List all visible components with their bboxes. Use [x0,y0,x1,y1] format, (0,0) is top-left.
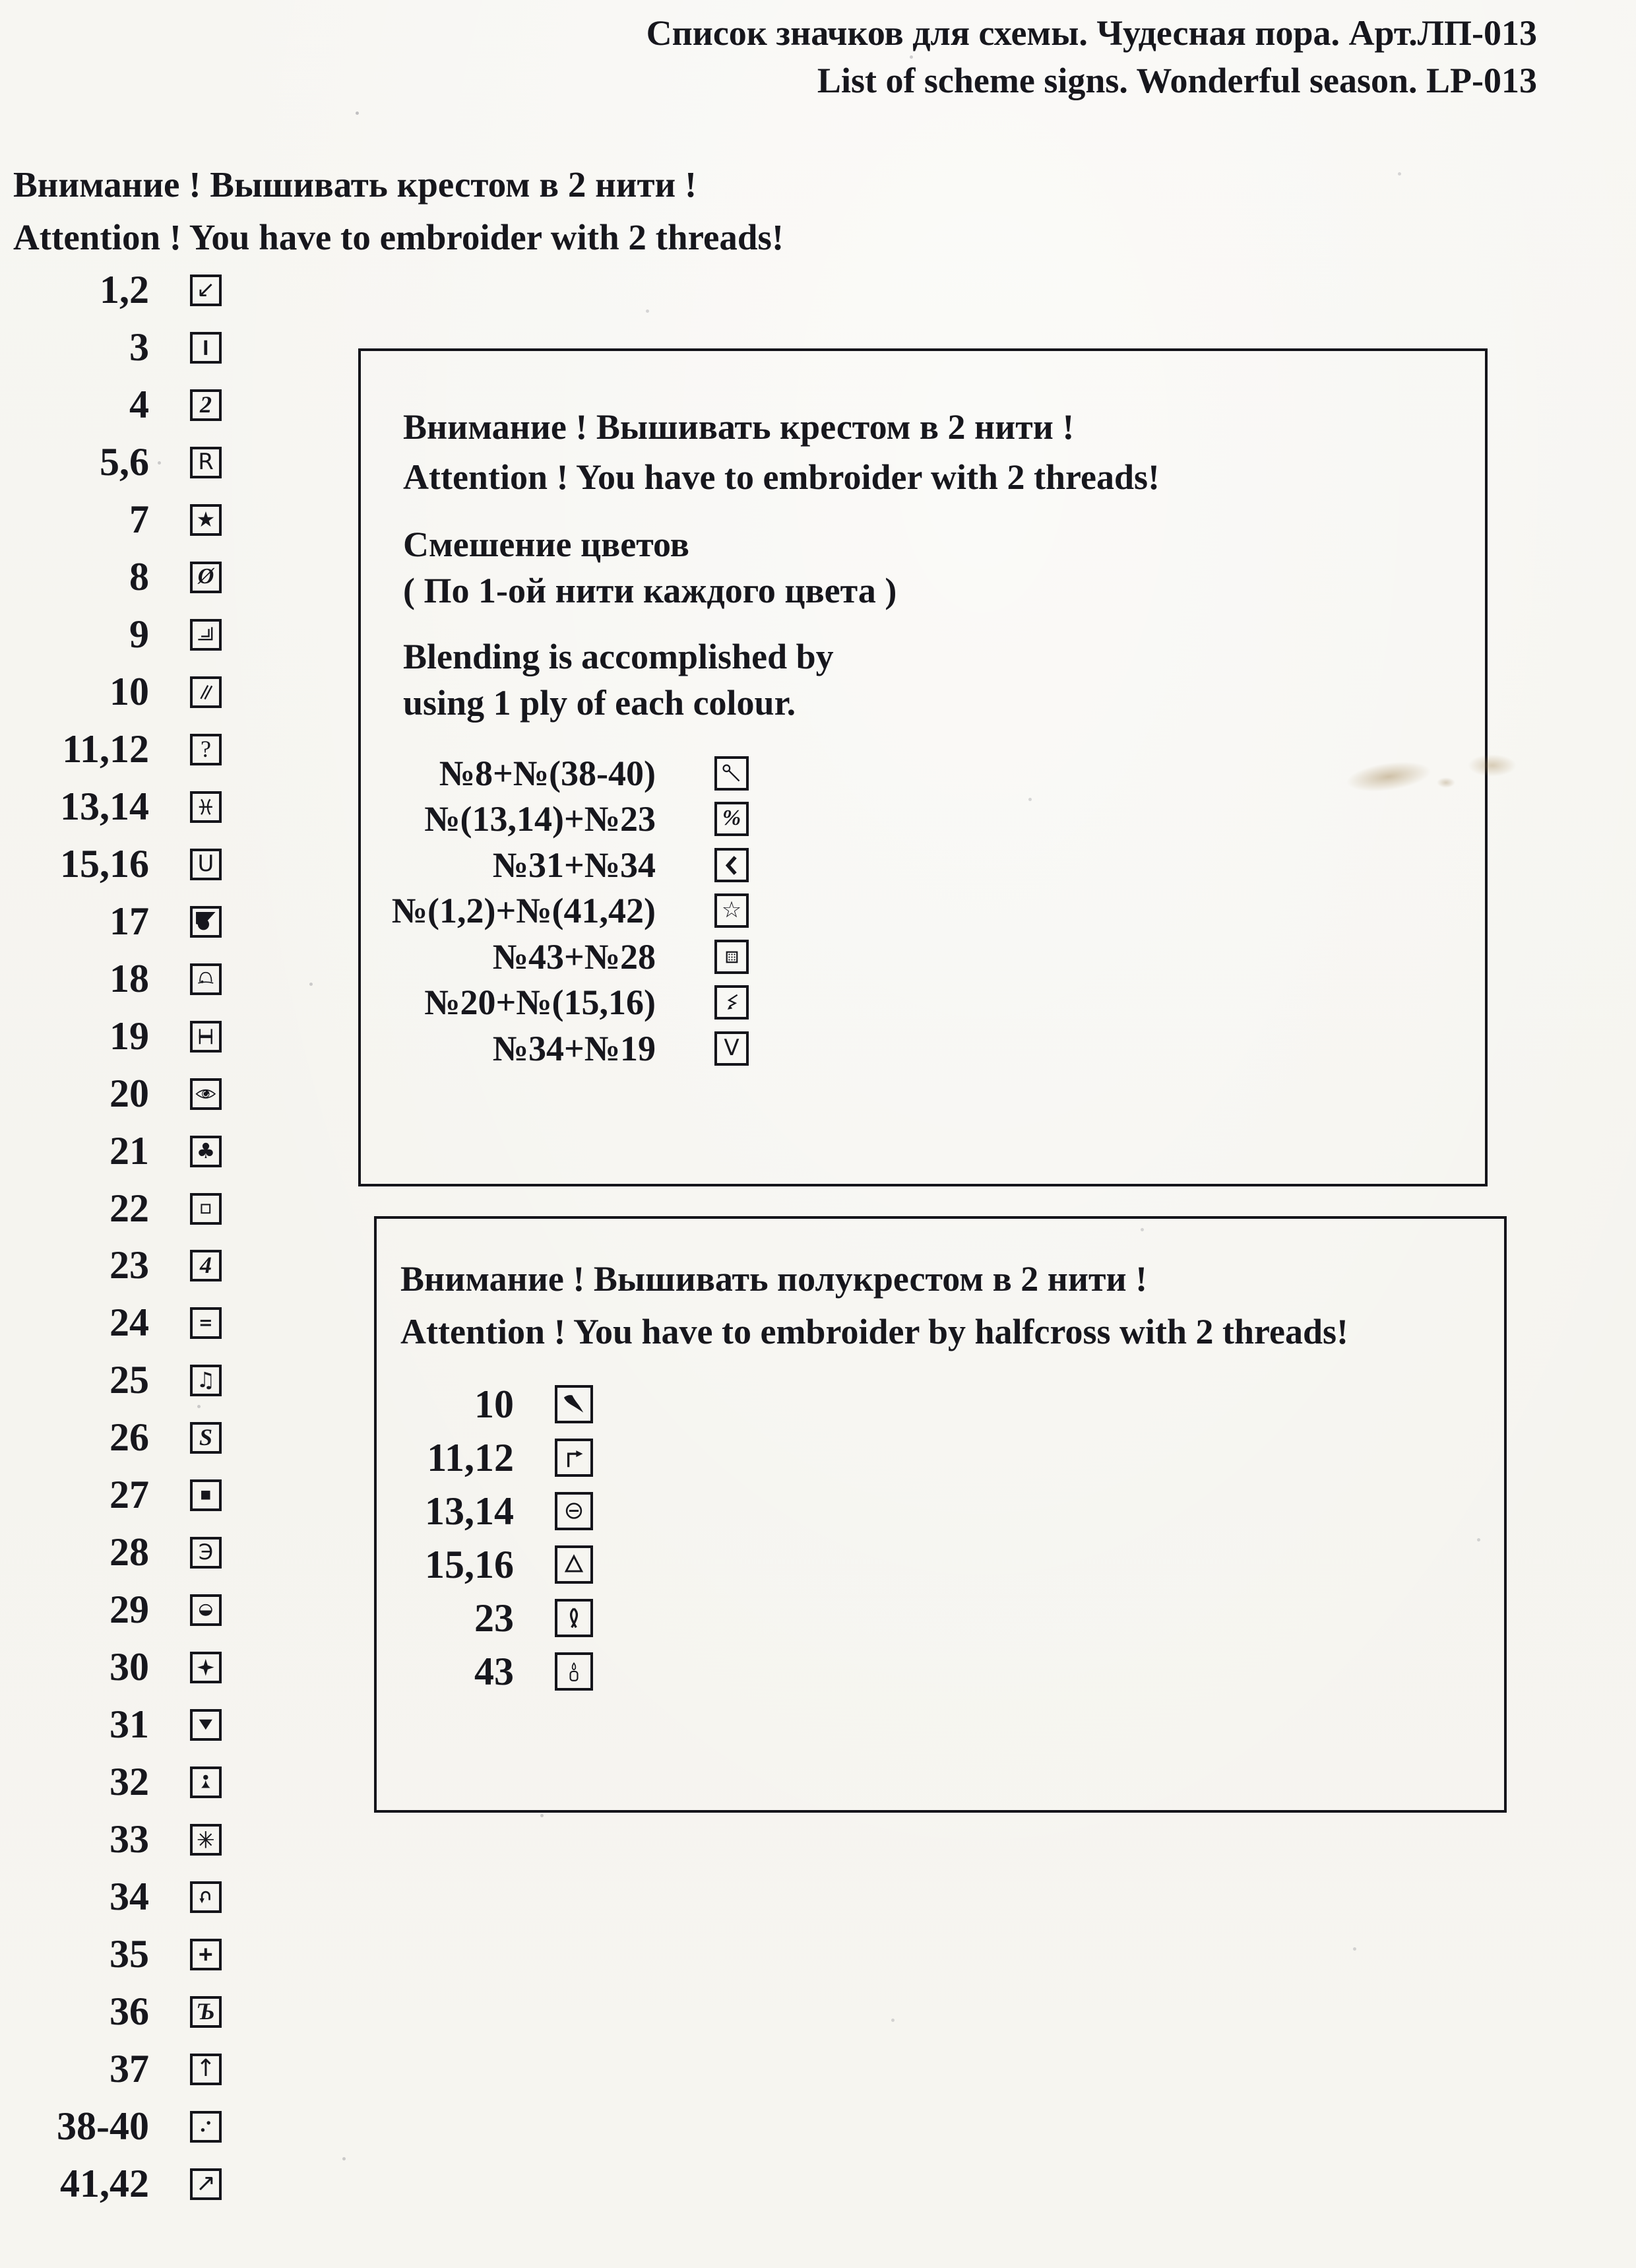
box1-row [361,979,749,1025]
symbol-number: 38-40 [57,2104,149,2148]
club-icon: ♣ [190,1136,222,1167]
legend-row [0,1351,277,1409]
symbol-number: 33 [110,1817,149,1861]
h-beam-icon [190,1021,222,1053]
blending-box [358,348,1488,1186]
legend-row [0,1753,277,1811]
legend-row [0,1180,277,1237]
document-title [646,9,1537,104]
legend-row [0,1237,277,1294]
slashed-oval-icon: Ø [190,562,222,593]
symbol-number: 5,6 [100,440,149,484]
legend-row [0,1868,277,1926]
symbol-number: 23 [110,1243,149,1287]
letter-u-icon: U [190,849,222,880]
arrow-up-right-icon: ↗ [190,2168,222,2200]
symbol-number: 31 [110,1702,149,1746]
letter-r-icon: R [190,447,222,478]
legend-row [0,1122,277,1180]
symbol-number: 13,14 [60,785,149,828]
double-slash-icon [190,676,222,708]
symbol-number: 23 [474,1596,514,1640]
symbol-number: №31+№34 [492,845,656,885]
legend-row [0,2155,277,2213]
box2-row [377,1431,593,1484]
legend-row [0,950,277,1008]
box1-row [361,750,749,796]
legend-row [0,261,277,319]
top-warning-en: Attention ! You have to embroider with 2 threads! [13,217,784,257]
plus-icon [190,1939,222,1970]
halfcross-box [374,1216,1507,1813]
italic-hard-sign-icon: Ъ [190,1996,222,2028]
solid-swoosh-icon [555,1385,593,1423]
vertical-bar-icon [190,332,222,364]
dotted-square-icon [714,940,749,974]
blend-mixing-en-2: using 1 ply of each colour. [403,683,796,723]
box1-row [361,796,749,842]
symbol-number: 34 [110,1875,149,1918]
symbol-number: 26 [110,1415,149,1459]
symbol-number: 9 [129,612,149,656]
blend-warning-en: Attention ! You have to embroider with 2 threads! [403,457,1160,497]
symbol-number: 37 [110,2047,149,2090]
legend-row [0,1065,277,1122]
symbol-number: 24 [110,1301,149,1344]
box1-row [361,842,749,888]
legend-row [0,835,277,893]
symbol-number: 3 [129,325,149,369]
blend-mixing-en-1: Blending is accomplished by [403,637,834,676]
star-filled-icon: ★ [190,504,222,536]
symbol-number: 41,42 [60,2162,149,2205]
symbol-number: 1,2 [100,268,149,311]
symbol-number: 22 [110,1186,149,1230]
box2-row [377,1592,593,1644]
legend-row [0,2098,277,2155]
legend-row [0,893,277,950]
turn-right-arrow-icon [555,1439,593,1477]
ribbon-icon [555,1599,593,1637]
pin-line-icon [714,756,749,791]
legend-row [0,376,277,434]
legend-row [0,434,277,491]
question-mark-icon: ? [190,734,222,765]
italic-s-icon: S [190,1422,222,1454]
symbol-number: №34+№19 [492,1029,656,1068]
symbol-number: 17 [110,899,149,943]
box1-row [361,934,749,980]
symbol-number: 21 [110,1129,149,1173]
symbol-number: 15,16 [425,1542,514,1586]
symbol-number: 20 [110,1072,149,1115]
box2-row [377,1538,593,1591]
legend-row [0,1638,277,1696]
legend-row [0,1581,277,1638]
percent-icon: % [714,802,749,836]
square-outline-icon [190,1193,222,1225]
box1-row [361,1025,749,1072]
top-warning [13,158,784,264]
legend-row [0,663,277,721]
symbol-number: 4 [129,383,149,426]
legend-row [0,1811,277,1868]
corner-bottom-right-icon [190,619,222,651]
box2-row [377,1378,593,1431]
legend-row [0,1008,277,1065]
blend-mixing-ru-2: ( По 1-ой нити каждого цвета ) [403,571,897,610]
keyhole-icon [190,1766,222,1798]
symbol-number: №43+№28 [492,937,656,977]
symbol-number: 18 [110,957,149,1000]
symbol-number: №(1,2)+№(41,42) [391,891,656,930]
symbol-number: 28 [110,1530,149,1574]
pisces-icon [190,791,222,823]
legend-row [0,548,277,606]
circle-lower-half-icon [190,1594,222,1626]
cyrillic-e-icon: Э [190,1537,222,1569]
square-filled-icon [190,1479,222,1511]
four-point-star-icon [190,1652,222,1683]
chevron-left-icon [714,848,749,882]
symbol-number: 36 [110,1990,149,2033]
arrow-up-icon: ↑ [190,2054,222,2085]
symbol-number: 43 [474,1649,514,1693]
zigzag-arrow-icon [714,985,749,1020]
triangle-down-filled-icon [190,1709,222,1741]
flag-with-circle-icon [190,906,222,938]
symbol-number: 13,14 [425,1489,514,1533]
box1-row [361,888,749,934]
symbol-number: 8 [129,555,149,599]
legend-row [0,1696,277,1753]
blend-warning-ru: Внимание ! Вышивать крестом в 2 нити ! [403,407,1075,447]
scan-speckles [0,0,2,2]
legend-row [0,778,277,835]
two-dots-icon [190,2111,222,2143]
document-title-ru: Список значков для схемы. Чудесная пора. Арт.ЛП-013 [646,13,1537,53]
symbol-number: 15,16 [60,842,149,886]
arrow-down-left-icon: ↙ [190,275,222,306]
legend-row [0,1926,277,1983]
blend-mixing-ru-1: Смешение цветов [403,525,689,564]
document-title-en: List of scheme signs. Wonderful season. LP-013 [817,61,1537,100]
equals-icon [190,1307,222,1339]
eye-icon [190,1078,222,1110]
u-turn-arrow-icon [190,1881,222,1913]
symbol-number: 29 [110,1588,149,1631]
legend-row [0,1409,277,1466]
halfcross-warning-ru: Внимание ! Вышивать полукрестом в 2 нити ! [400,1259,1148,1299]
legend-row [0,319,277,376]
italic-four-icon: 4 [190,1250,222,1281]
symbol-number: 30 [110,1645,149,1689]
symbol-number: 19 [110,1014,149,1058]
legend-row [0,491,277,548]
symbol-number: 25 [110,1358,149,1402]
symbol-number: 11,12 [427,1435,514,1479]
top-warning-ru: Внимание ! Вышивать крестом в 2 нити ! [13,164,697,205]
symbol-number: 10 [474,1382,514,1426]
star-outline-icon: ☆ [714,893,749,928]
legend-row [0,1466,277,1524]
symbol-number: №20+№(15,16) [424,983,656,1022]
legend-row [0,1983,277,2040]
legend-row [0,721,277,778]
candle-icon [555,1652,593,1691]
legend-row [0,1294,277,1351]
legend-row [0,2040,277,2098]
symbol-number: 10 [110,670,149,713]
symbol-number: 27 [110,1473,149,1516]
triangle-outline-icon [555,1545,593,1584]
music-notes-icon: ♫ [190,1365,222,1396]
circle-minus-icon [555,1492,593,1530]
box2-row [377,1485,593,1538]
legend-row [0,1524,277,1581]
symbol-number: 32 [110,1760,149,1803]
symbol-number: 35 [110,1932,149,1976]
halfcross-warning-en: Attention ! You have to embroider by halfcross with 2 threads! [400,1312,1349,1351]
symbol-number: 11,12 [62,727,149,771]
script-two-icon: 2 [190,389,222,421]
symbol-number: №8+№(38-40) [439,754,656,793]
legend-row [0,606,277,663]
symbol-number: 7 [129,498,149,541]
bell-icon [190,963,222,995]
letter-v-icon: V [714,1031,749,1066]
symbol-number: №(13,14)+№23 [424,799,656,839]
box2-row [377,1645,593,1698]
asterisk-icon [190,1824,222,1856]
